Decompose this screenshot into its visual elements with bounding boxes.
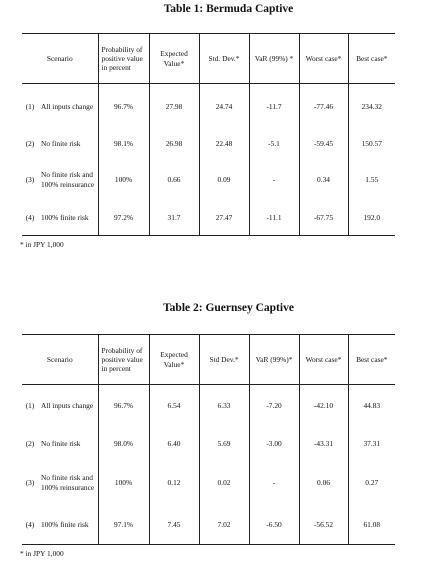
row-number: (1) <box>25 101 35 111</box>
cell-std-dev: 22.48 <box>199 129 249 159</box>
table-1-title: Table 1: Bermuda Captive <box>163 3 294 15</box>
table-row <box>22 385 395 427</box>
table-row <box>22 129 395 159</box>
cell-probability: 100% <box>98 159 149 201</box>
row-scenario: All inputs change <box>41 401 94 411</box>
header-probability: Probability of positive value in percent <box>98 34 149 84</box>
row-scenario: 100% finite risk <box>38 201 98 236</box>
cell-probability: 98.1% <box>98 129 149 159</box>
row-scenario: No finite risk and 100% reinsurance <box>41 170 95 189</box>
table-1-section <box>22 0 395 249</box>
header-expected-value: Expected Value* <box>149 34 199 84</box>
row-number: (3) <box>25 174 35 184</box>
table-row <box>22 201 395 236</box>
header-var: VaR (99%)* <box>249 335 299 385</box>
table-header-row <box>22 34 395 84</box>
cell-best-case: 1.55 <box>348 159 395 201</box>
cell-probability: 100% <box>98 461 149 505</box>
row-scenario: No finite risk <box>41 438 81 448</box>
cell-std-dev: 27.47 <box>199 201 249 236</box>
table-1-footnote: * in JPY 1,000 <box>20 240 64 249</box>
header-worst-case: Worst case* <box>299 34 348 84</box>
header-var: VaR (99%) * <box>249 34 299 84</box>
header-best-case: Best case* <box>348 34 395 84</box>
row-scenario: No finite risk and 100% reinsurance <box>41 473 95 492</box>
cell-best-case: 234.32 <box>348 84 395 129</box>
cell-var: -6.50 <box>249 505 299 545</box>
cell-worst-case: 0.06 <box>299 461 348 505</box>
row-number: (4) <box>22 505 38 545</box>
cell-probability: 96.7% <box>98 385 149 427</box>
cell-worst-case: -56.52 <box>299 505 348 545</box>
header-expected-value: Expected Value* <box>149 335 199 385</box>
cell-worst-case: -77.46 <box>299 84 348 129</box>
cell-best-case: 37.31 <box>348 427 395 461</box>
cell-worst-case: -67.75 <box>299 201 348 236</box>
header-scenario: Scenario <box>22 34 98 84</box>
table-row <box>22 84 395 129</box>
cell-probability: 98.0% <box>98 427 149 461</box>
header-best-case: Best case* <box>348 335 395 385</box>
cell-std-dev: 5.69 <box>199 427 249 461</box>
cell-worst-case: -43.31 <box>299 427 348 461</box>
header-std-dev: Std. Dev.* <box>199 34 249 84</box>
table-row <box>22 427 395 461</box>
cell-std-dev: 24.74 <box>199 84 249 129</box>
header-worst-case: Worst case* <box>299 335 348 385</box>
cell-expected-value: 26.98 <box>149 129 199 159</box>
cell-expected-value: 0.66 <box>149 159 199 201</box>
row-number: (1) <box>25 401 35 411</box>
table-2-footnote: * in JPY 1,000 <box>20 549 64 558</box>
table-row <box>22 461 395 505</box>
cell-var: -11.1 <box>249 201 299 236</box>
cell-probability: 97.1% <box>98 505 149 545</box>
cell-worst-case: -59.45 <box>299 129 348 159</box>
header-scenario: Scenario <box>22 335 98 385</box>
table-2-section <box>22 299 395 558</box>
row-number: (2) <box>25 138 35 148</box>
cell-var: - <box>249 461 299 505</box>
table-row <box>22 505 395 545</box>
cell-worst-case: -42.10 <box>299 385 348 427</box>
row-scenario: All inputs change <box>41 101 94 111</box>
cell-expected-value: 6.40 <box>149 427 199 461</box>
cell-expected-value: 27.98 <box>149 84 199 129</box>
cell-worst-case: 0.34 <box>299 159 348 201</box>
cell-std-dev: 6.33 <box>199 385 249 427</box>
cell-expected-value: 6.54 <box>149 385 199 427</box>
table-1 <box>22 33 395 236</box>
cell-best-case: 44.83 <box>348 385 395 427</box>
cell-best-case: 61.08 <box>348 505 395 545</box>
header-std-dev: Std Dev.* <box>199 335 249 385</box>
row-scenario: 100% finite risk <box>38 505 98 545</box>
cell-std-dev: 0.09 <box>199 159 249 201</box>
table-2 <box>22 334 395 545</box>
row-scenario: No finite risk <box>41 138 81 148</box>
cell-var: -3.00 <box>249 427 299 461</box>
cell-var: -7.20 <box>249 385 299 427</box>
cell-expected-value: 0.12 <box>149 461 199 505</box>
cell-best-case: 0.27 <box>348 461 395 505</box>
row-number: (3) <box>25 477 35 487</box>
cell-probability: 96.7% <box>98 84 149 129</box>
cell-std-dev: 0.02 <box>199 461 249 505</box>
header-probability: Probability of positive value in percent <box>98 335 149 385</box>
cell-expected-value: 7.45 <box>149 505 199 545</box>
cell-var: - <box>249 159 299 201</box>
cell-std-dev: 7.02 <box>199 505 249 545</box>
row-number: (4) <box>22 201 38 236</box>
table-row <box>22 159 395 201</box>
table-2-title: Table 2: Guernsey Captive <box>163 302 294 314</box>
cell-probability: 97.2% <box>98 201 149 236</box>
cell-var: -11.7 <box>249 84 299 129</box>
cell-best-case: 150.57 <box>348 129 395 159</box>
row-number: (2) <box>25 438 35 448</box>
cell-var: -5.1 <box>249 129 299 159</box>
cell-best-case: 192.0 <box>348 201 395 236</box>
cell-expected-value: 31.7 <box>149 201 199 236</box>
table-header-row <box>22 335 395 385</box>
